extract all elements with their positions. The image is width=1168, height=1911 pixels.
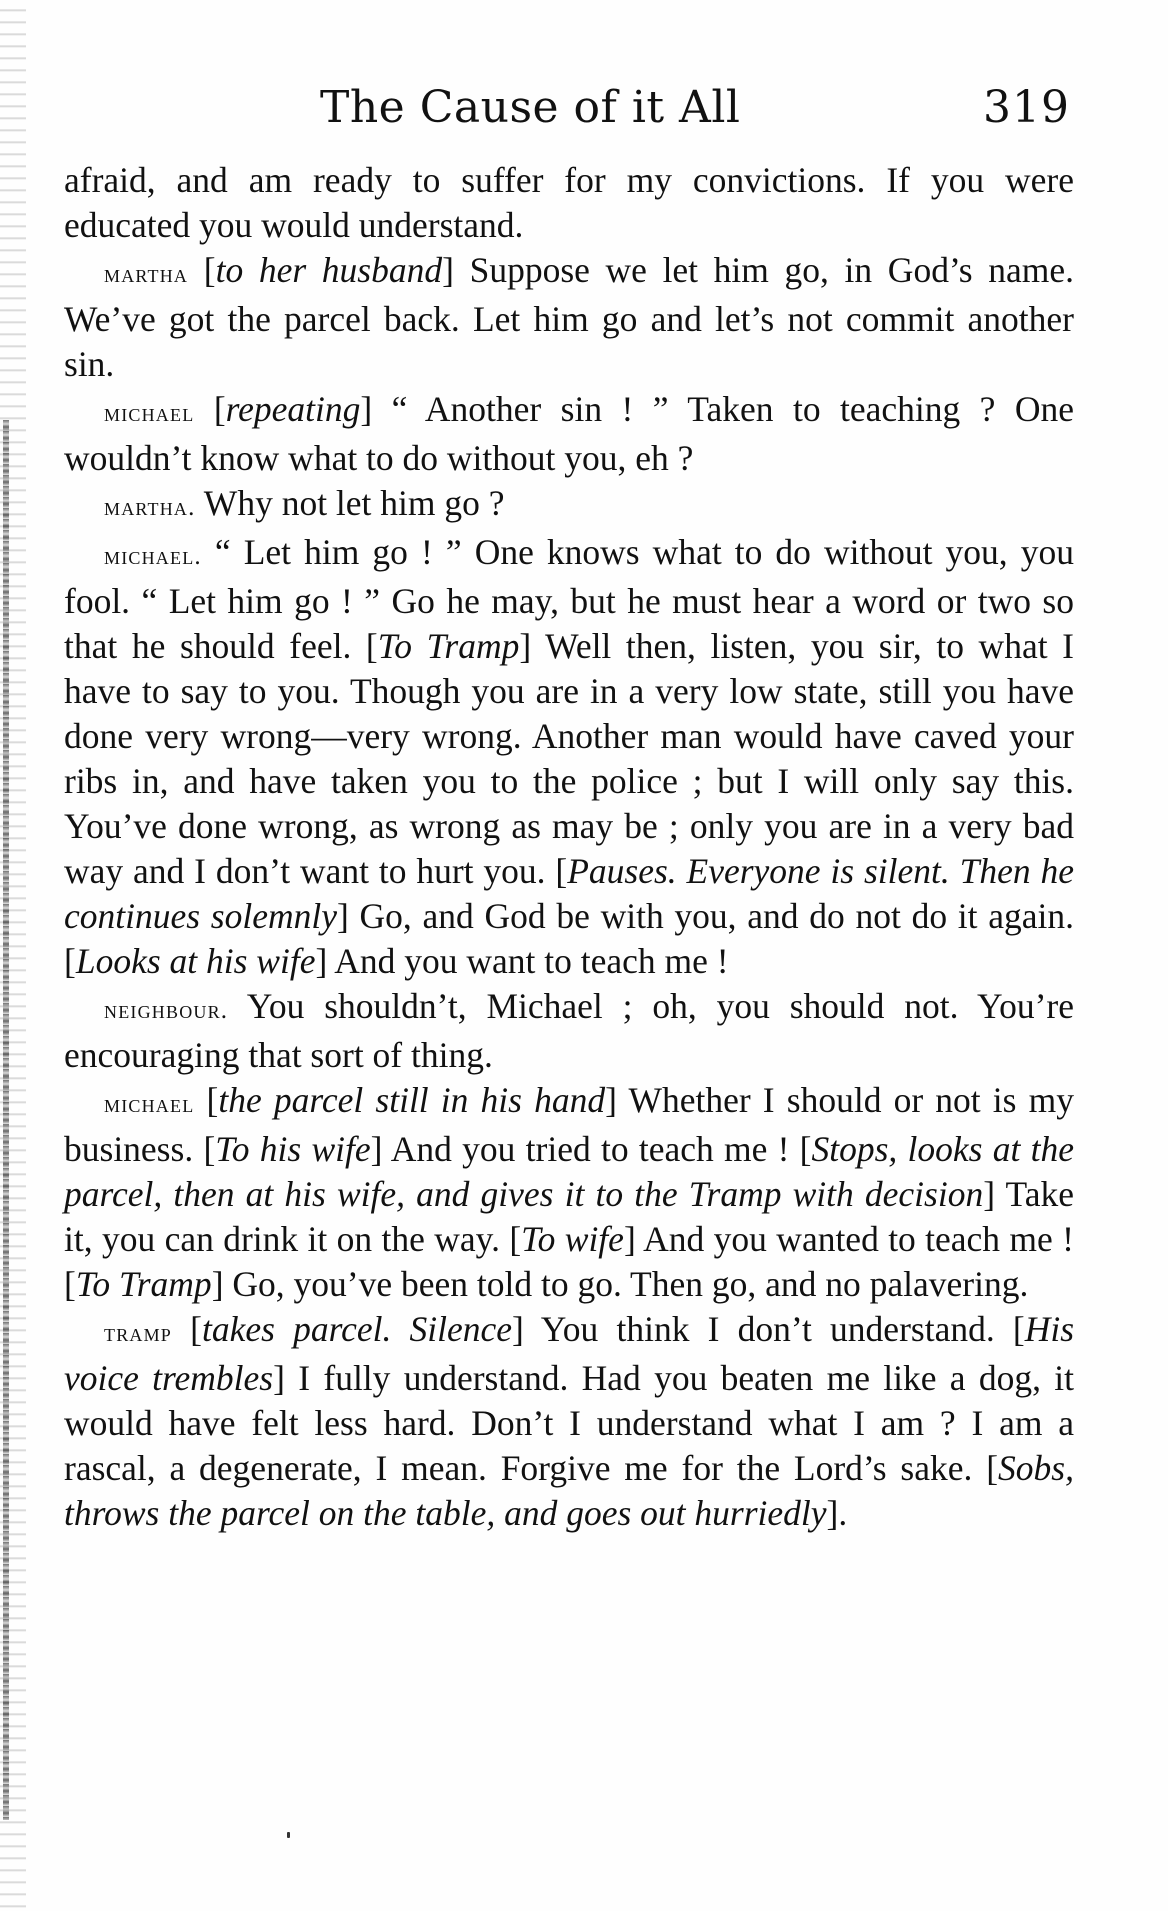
stage-direction: His voice trembles [64,1309,1075,1398]
dialogue-text: ] Take it, you can drink it on the way. [ [64,1174,1074,1259]
stage-direction: takes parcel. Silence [202,1309,513,1349]
stage-direction: Looks at his wife [75,941,316,981]
speaker-name: michael [104,400,195,427]
dialogue-text: afraid, and am ready to suffer for my convictions. If you were educated you would understand. [64,160,1074,245]
print-speck [287,1832,290,1838]
dialogue-text: ] And you want to teach me ! [315,941,729,981]
paragraph-martha [64,481,1074,530]
dialogue-text: [ [188,250,216,290]
speaker-name: neighbour. [104,997,229,1024]
paragraph-martha [64,248,1074,387]
stage-direction: To his wife [215,1129,371,1169]
dialogue-text: [ [194,389,226,429]
stage-direction: repeating [225,389,361,429]
paragraph-michael [64,1078,1074,1307]
stage-direction: To Tramp [75,1264,212,1304]
dialogue-text: “ Let him go ! ” One knows what to do without you, you fool. “ Let him go ! ” Go he may, but he must hear a word or two so that he should feel. [ [64,532,1074,666]
paragraph-michael [64,530,1074,984]
speaker-name: michael. [104,543,202,570]
running-title: The Cause of it All [320,82,741,133]
dialogue-text: ] Well then, listen, you sir, to what I have to say to you. Though you are in a very low state, still you have done very wrong—very wrong. Another man would have caved your ribs in, and have taken you to the police ; but I will only say this. You’ve done wrong, as wrong as may be ; only you are in a very bad way and I don’t want to hurt you. [ [64,626,1074,891]
dialogue-text: Why not let him go ? [195,483,505,523]
paragraph-michael [64,387,1074,481]
dialogue-text: ] I fully understand. Had you beaten me like a dog, it would have felt less hard. Don’t I understand what I am ? I am a rascal, a degenerate, I mean. Forgive me for the Lord’s sake. [ [64,1358,1074,1488]
paragraph-neighbour [64,984,1074,1078]
dialogue-text: ] Whether I should or not is my business. [ [64,1080,1074,1169]
stage-direction: Stops, looks at the parcel, then at his wife, and gives it to the Tramp with decision [64,1129,1074,1214]
dialogue-text: ] And you tried to teach me ! [ [370,1129,812,1169]
dialogue-text: ]. [826,1493,848,1533]
dialogue-text: You shouldn’t, Michael ; oh, you should not. You’re encouraging that sort of thing. [64,986,1074,1075]
dialogue-text: ] “ Another sin ! ” Taken to teaching ? One wouldn’t know what to do without you, eh ? [64,389,1075,478]
paragraph-tramp [64,1307,1074,1536]
dialogue-text: ] Go, you’ve been told to go. Then go, and no palavering. [211,1264,1029,1304]
speaker-name: michael [104,1091,195,1118]
page-binding-edge [3,420,9,1820]
dialogue-text: [ [172,1309,203,1349]
play-dialogue-text [64,158,1074,1536]
paragraph-continuation [64,158,1074,248]
dialogue-text: ] You think I don’t understand. [ [512,1309,1025,1349]
stage-direction: to her husband [215,250,443,290]
dialogue-text: ] Suppose we let him go, in God’s name. We’ve got the parcel back. Let him go and let’s not commit another sin. [64,250,1075,384]
speaker-name: tramp [104,1320,173,1347]
speaker-name: martha. [104,494,196,521]
stage-direction: Sobs, throws the parcel on the table, and goes out hurriedly [64,1448,1074,1533]
page-header [70,82,1070,142]
speaker-name: martha [104,261,189,288]
dialogue-text: [ [194,1080,219,1120]
dialogue-text: ] Go, and God be with you, and do not do it again. [ [64,896,1075,981]
stage-direction: the parcel still in his hand [218,1080,606,1120]
page-number: 319 [983,82,1070,133]
stage-direction: Pauses. Everyone is silent. Then he continues solemnly [64,851,1074,936]
dialogue-text: ] And you wanted to teach me ! [ [64,1219,1074,1304]
stage-direction: To wife [521,1219,624,1259]
stage-direction: To Tramp [377,626,520,666]
